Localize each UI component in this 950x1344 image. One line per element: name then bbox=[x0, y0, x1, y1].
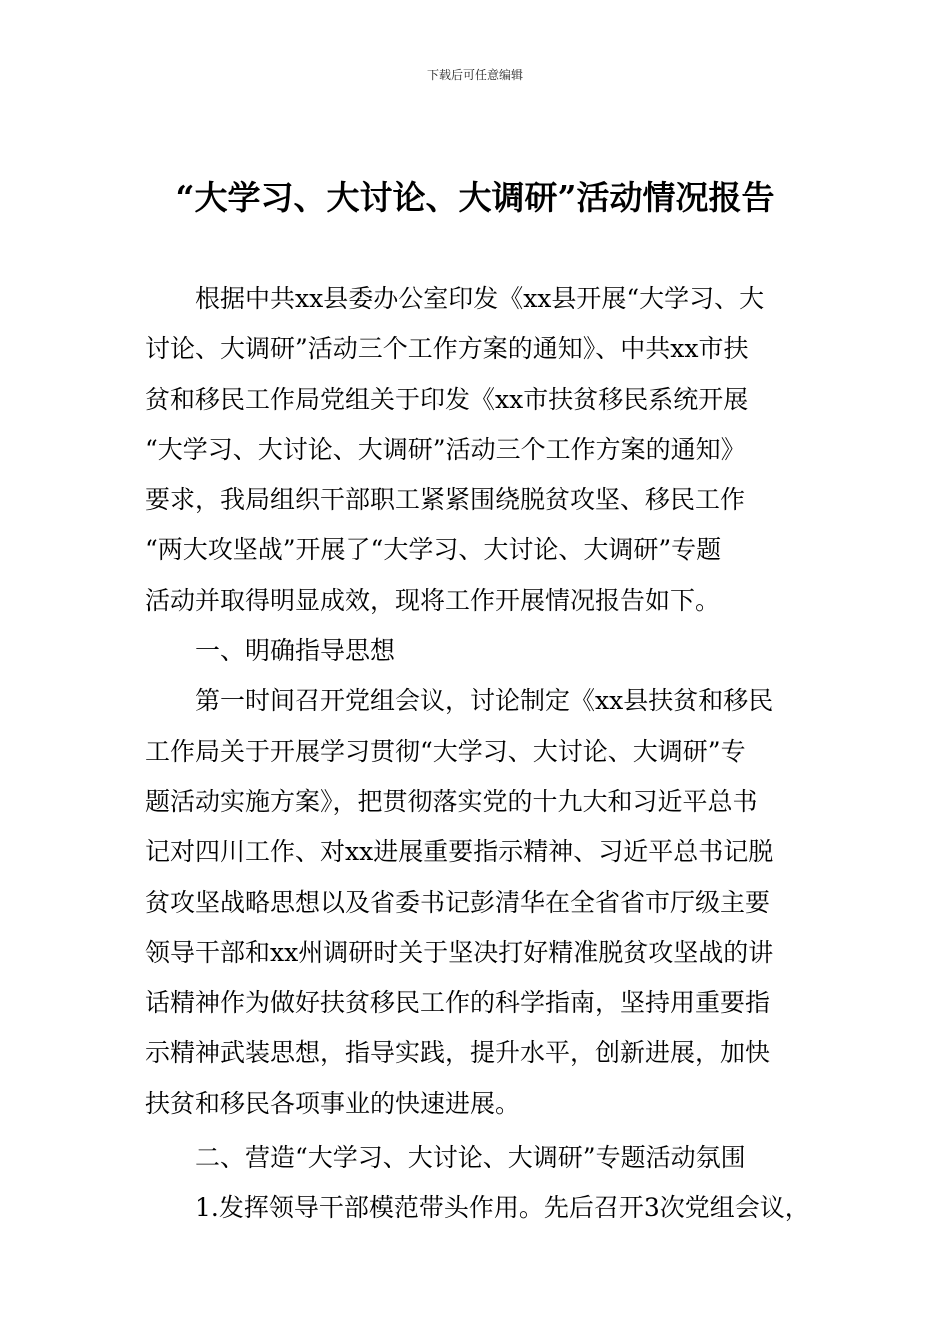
text-line: 扶贫和移民各项事业的快速进展。 bbox=[145, 1088, 521, 1118]
text-line: 1.发挥领导干部模范带头作用。先后召开3次党组会议， bbox=[195, 1193, 810, 1223]
text-line: 记对四川工作、对xx进展重要指示精神、习近平总书记脱 bbox=[145, 837, 774, 867]
text-line: 活动并取得明显成效，现将工作开展情况报告如下。 bbox=[145, 585, 721, 615]
text-line: 根据中共xx县委办公室印发《xx县开展“大学习、大 bbox=[195, 284, 765, 313]
text-line: 话精神作为做好扶贫移民工作的科学指南，坚持用重要指 bbox=[145, 988, 771, 1018]
text-line: 工作局关于开展学习贯彻“大学习、大讨论、大调研”专 bbox=[145, 736, 746, 766]
document-body bbox=[145, 274, 815, 1234]
text-line: 贫攻坚战略思想以及省委书记彭清华在全省省市厅级主要 bbox=[145, 887, 771, 917]
text-line: “大学习、大讨论、大调研”活动三个工作方案的通知》 bbox=[145, 434, 746, 464]
document-title: “大学习、大讨论、大调研”活动情况报告 bbox=[175, 178, 775, 217]
text-line: 贫和移民工作局党组关于印发《xx市扶贫移民系统开展 bbox=[145, 384, 749, 414]
section-heading-2: 二、营造“大学习、大讨论、大调研”专题活动氛围 bbox=[195, 1143, 746, 1173]
text-line: 题活动实施方案》，把贯彻落实党的十九大和习近平总书 bbox=[145, 786, 758, 816]
header-note: 下载后可任意编辑 bbox=[426, 68, 523, 82]
section1-paragraph bbox=[145, 676, 815, 1129]
text-line: 要求，我局组织干部职工紧紧围绕脱贫攻坚、移民工作 bbox=[145, 485, 746, 515]
section-heading-1: 一、明确指导思想 bbox=[195, 636, 396, 666]
text-line: 示精神武装思想，指导实践，提升水平，创新进展，加快 bbox=[145, 1038, 771, 1068]
text-line: “两大攻坚战”开展了“大学习、大讨论、大调研”专题 bbox=[145, 535, 722, 565]
text-line: 领导干部和xx州调研时关于坚决打好精准脱贫攻坚战的讲 bbox=[145, 937, 774, 967]
section2-paragraph bbox=[145, 1183, 815, 1233]
text-line: 第一时间召开党组会议，讨论制定《xx县扶贫和移民 bbox=[195, 686, 774, 716]
intro-paragraph bbox=[145, 274, 815, 626]
text-line: 讨论、大调研”活动三个工作方案的通知》、中共xx市扶 bbox=[145, 334, 749, 364]
